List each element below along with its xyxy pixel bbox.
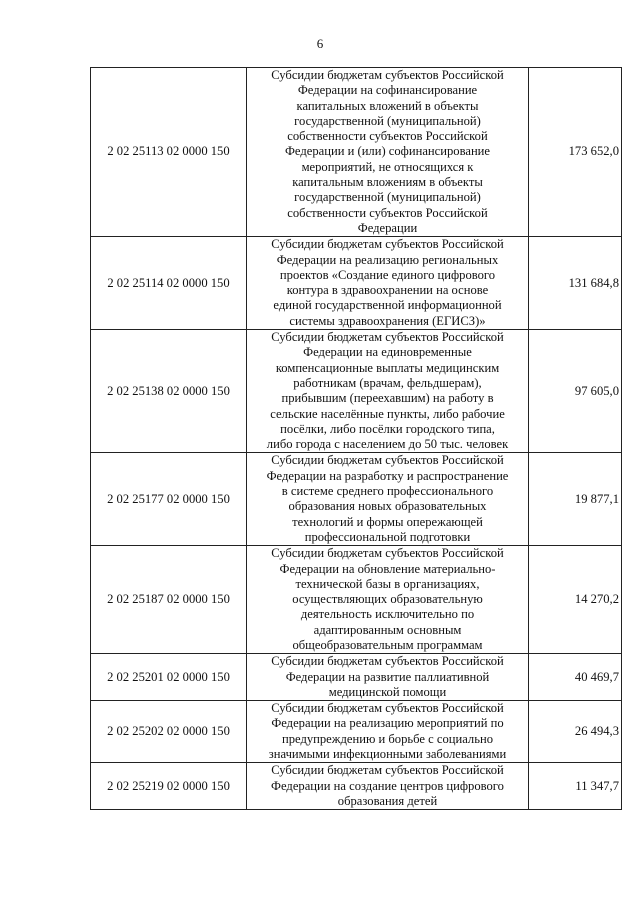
budget-code-cell: 2 02 25201 02 0000 150 <box>91 654 247 701</box>
subsidy-name-line: собственности субъектов Российской <box>287 205 488 220</box>
subsidy-name-line: медицинской помощи <box>328 684 447 699</box>
amount-cell: 97 605,0 <box>529 330 622 453</box>
page-number: 6 <box>316 36 324 51</box>
table-row <box>91 763 622 810</box>
table-row <box>91 453 622 546</box>
amount-cell: 131 684,8 <box>529 237 622 330</box>
subsidy-name-line: Субсидии бюджетам субъектов Российской <box>271 237 504 252</box>
budget-code-cell: 2 02 25219 02 0000 150 <box>91 763 247 810</box>
subsidy-name-line: капитальным вложениям в объекты <box>292 175 483 190</box>
subsidy-name-cell <box>247 237 529 330</box>
subsidy-name-line: образования детей <box>337 793 438 808</box>
subsidy-name-line: мероприятий, не относящихся к <box>301 159 474 174</box>
subsidy-name-line: предупреждению и борьбе с социально <box>281 731 493 746</box>
subsidy-name-line: работникам (врачам, фельдшерам), <box>293 375 482 390</box>
subsidy-name-line: либо города с населением до 50 тыс. человек <box>266 437 509 452</box>
subsidy-name-line: проектов «Создание единого цифрового <box>279 267 496 282</box>
subsidy-name-line: общеобразовательным программам <box>292 637 483 652</box>
subsidy-name-cell <box>247 546 529 654</box>
subsidy-name-line: собственности субъектов Российской <box>287 129 488 144</box>
amount-cell: 26 494,3 <box>529 701 622 763</box>
subsidy-name-line: Субсидии бюджетам субъектов Российской <box>271 546 504 561</box>
subsidy-name-cell <box>247 701 529 763</box>
budget-code-cell: 2 02 25113 02 0000 150 <box>91 68 247 237</box>
budget-code-cell: 2 02 25114 02 0000 150 <box>91 237 247 330</box>
subsidy-name-line: Субсидии бюджетам субъектов Российской <box>271 701 504 716</box>
subsidy-name-line: единой государственной информационной <box>273 298 502 313</box>
subsidy-name-line: деятельность исключительно по <box>300 607 475 622</box>
table-row <box>91 330 622 453</box>
subsidy-name-cell <box>247 330 529 453</box>
amount-cell: 173 652,0 <box>529 68 622 237</box>
budget-code-cell: 2 02 25202 02 0000 150 <box>91 701 247 763</box>
subsidy-name-line: Федерации на разработку и распространение <box>266 468 509 483</box>
amount-cell: 11 347,7 <box>529 763 622 810</box>
subsidy-name-line: адаптированным основным <box>313 622 462 637</box>
subsidy-name-line: Федерации <box>357 220 418 235</box>
amount-cell: 19 877,1 <box>529 453 622 546</box>
subsidy-name-line: профессиональной подготовки <box>304 529 471 544</box>
subsidy-name-line: образования новых образовательных <box>288 499 487 514</box>
subsidy-name-line: прибывшим (переехавшим) на работу в <box>281 391 494 406</box>
budget-code-cell: 2 02 25177 02 0000 150 <box>91 453 247 546</box>
subsidy-name-line: технологий и формы опережающей <box>292 514 483 529</box>
subsidy-name-line: посёлки, либо посёлки городского типа, <box>280 421 495 436</box>
subsidy-name-line: государственной (муниципальной) <box>294 113 481 128</box>
subsidy-name-line: Субсидии бюджетам субъектов Российской <box>271 330 504 345</box>
table-row <box>91 546 622 654</box>
budget-code-cell: 2 02 25187 02 0000 150 <box>91 546 247 654</box>
subsidy-name-line: Субсидии бюджетам субъектов Российской <box>271 68 504 82</box>
subsidy-name-line: Федерации на реализацию мероприятий по <box>271 716 504 731</box>
subsidy-name-line: системы здравоохранения (ЕГИСЗ)» <box>289 313 486 328</box>
table-row <box>91 701 622 763</box>
subsidy-name-line: Субсидии бюджетам субъектов Российской <box>271 453 504 468</box>
subsidy-name-line: осуществляющих образовательную <box>292 592 483 607</box>
subsidy-name-line: Федерации на софинансирование <box>297 83 478 98</box>
subsidy-name-line: контура в здравоохранении на основе <box>286 283 489 298</box>
subsidy-name-line: Федерации на создание центров цифрового <box>271 778 504 793</box>
subsidy-name-line: Федерации на обновление материально- <box>279 561 496 576</box>
subsidy-name-cell <box>247 68 529 237</box>
subsidy-name-line: значимыми инфекционными заболеваниями <box>268 747 507 762</box>
table-row <box>91 237 622 330</box>
subsidy-name-line: Субсидии бюджетам субъектов Российской <box>271 654 504 669</box>
budget-table <box>90 67 622 810</box>
subsidy-name-line: Субсидии бюджетам субъектов Российской <box>271 763 504 778</box>
subsidy-name-line: в системе среднего профессионального <box>281 484 494 499</box>
subsidy-name-line: Федерации на единовременные <box>303 345 472 360</box>
budget-code-cell: 2 02 25138 02 0000 150 <box>91 330 247 453</box>
budget-table-body <box>91 68 622 810</box>
subsidy-name-cell <box>247 654 529 701</box>
amount-cell: 14 270,2 <box>529 546 622 654</box>
subsidy-name-cell <box>247 453 529 546</box>
subsidy-name-line: Федерации на реализацию региональных <box>276 252 499 267</box>
subsidy-name-line: технической базы в организациях, <box>295 576 480 591</box>
amount-cell: 40 469,7 <box>529 654 622 701</box>
subsidy-name-cell <box>247 763 529 810</box>
subsidy-name-line: сельские населённые пункты, либо рабочие <box>270 406 505 421</box>
subsidy-name-line: Федерации на развитие паллиативной <box>285 669 490 684</box>
subsidy-name-line: государственной (муниципальной) <box>294 190 481 205</box>
table-row <box>91 654 622 701</box>
subsidy-name-line: Федерации и (или) софинансирование <box>284 144 491 159</box>
table-row <box>91 68 622 237</box>
subsidy-name-line: капитальных вложений в объекты <box>296 98 479 113</box>
subsidy-name-line: компенсационные выплаты медицинским <box>275 360 500 375</box>
